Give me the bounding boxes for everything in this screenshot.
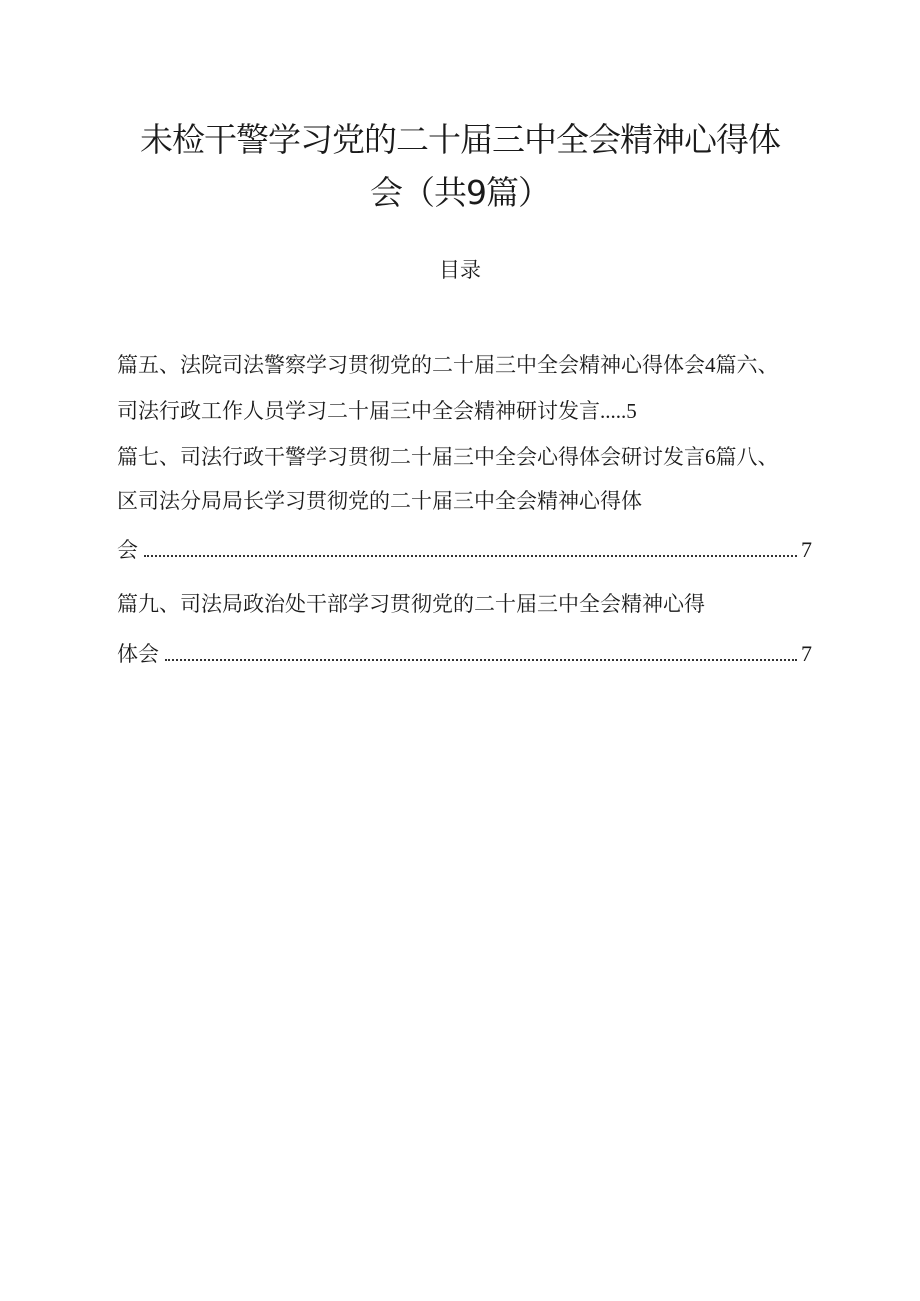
toc-entry-6[interactable] bbox=[117, 401, 637, 422]
toc-entry-8[interactable] bbox=[117, 491, 642, 512]
toc-dot-leader bbox=[144, 555, 797, 557]
toc-entry-5-title: 篇五、法院司法警察学习贯彻党的二十届三中全会精神心得体会 bbox=[117, 353, 705, 377]
toc-entry-8-prefix: 篇八、 bbox=[715, 445, 779, 469]
toc-entry-7[interactable] bbox=[117, 447, 779, 468]
toc-entry-7-page: 6 bbox=[705, 445, 716, 469]
toc-entry-8-title: 区司法分局局长学习贯彻党的二十届三中全会精神心得体 bbox=[117, 489, 642, 513]
toc-heading: 目录 bbox=[439, 258, 481, 282]
toc-entry-8-continuation[interactable] bbox=[117, 539, 812, 561]
toc-entry-9-title: 篇九、司法局政治处干部学习贯彻党的二十届三中全会精神心得 bbox=[117, 592, 705, 616]
toc-entry-6-leader: ..... bbox=[600, 399, 627, 423]
toc-entry-8-title-end: 会 bbox=[117, 538, 138, 562]
toc-entry-6-page: 5 bbox=[626, 399, 637, 423]
toc-entry-5-page: 4 bbox=[705, 353, 716, 377]
toc-entry-8-page: 7 bbox=[801, 537, 812, 562]
toc-entry-9[interactable] bbox=[117, 594, 705, 615]
toc-entry-5[interactable] bbox=[117, 355, 779, 376]
toc-entry-7-title: 篇七、司法行政干警学习贯彻二十届三中全会心得体会研讨发言 bbox=[117, 445, 705, 469]
toc-entry-6-prefix: 篇六、 bbox=[715, 353, 779, 377]
toc-entry-6-title: 司法行政工作人员学习二十届三中全会精神研讨发言 bbox=[117, 399, 600, 423]
toc-entry-9-page: 7 bbox=[801, 641, 812, 666]
document-title-line-2: 会（共9篇） bbox=[370, 173, 550, 212]
document-title-line-1: 未检干警学习党的二十届三中全会精神心得体 bbox=[140, 120, 780, 159]
toc-entry-9-title-end: 体会 bbox=[117, 642, 159, 666]
toc-entry-9-continuation[interactable] bbox=[117, 643, 812, 665]
toc-dot-leader bbox=[165, 659, 797, 661]
